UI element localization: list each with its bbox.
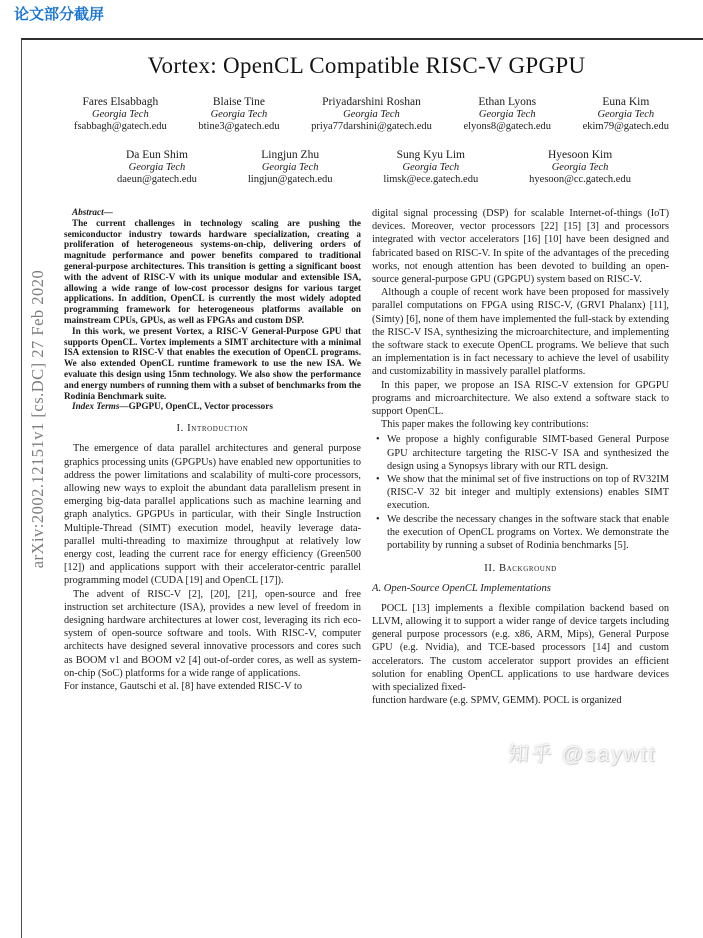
author-affiliation: Georgia Tech xyxy=(478,109,536,120)
author-affiliation: Georgia Tech xyxy=(551,162,609,173)
body-paragraph: This paper makes the following key contributions: xyxy=(381,419,589,431)
author-name: Fares Elsabbagh xyxy=(82,96,159,108)
abstract-section xyxy=(64,207,361,401)
author-block xyxy=(117,149,197,185)
authors-row-2 xyxy=(22,149,703,185)
arxiv-sidebar-stamp: arXiv:2002.12151v1 [cs.DC] 27 Feb 2020 xyxy=(28,269,47,569)
section-heading-background: II. Background xyxy=(484,563,557,575)
author-affiliation: Georgia Tech xyxy=(343,109,400,120)
intro-paragraph-cutoff-line: For instance, Gautschi et al. [8] have extended RISC-V to xyxy=(64,681,303,692)
body-paragraph: Although a couple of recent work have been proposed for massively parallel computations on FPGA using RISC-V, (GRVI Phalanx) [11], (Simty) [6], none of them have implemented the full-stack by extending the RISC-V ISA, synthesizing the microarchitecture, and implementing the software stack to execute OpenCL programs. We believe that such an implementation is in fact necessary to achieve the level of usability and customizability in massively parallel platforms. xyxy=(372,287,669,378)
author-email: daeun@gatech.edu xyxy=(117,174,197,185)
contribution-item: • We show that the minimal set of five instructions on top of RV32IM (RISC-V 32 bit integer and multiply extensions) enables SIMT execution. xyxy=(376,473,669,513)
author-affiliation: Georgia Tech xyxy=(92,109,149,120)
author-affiliation: Georgia Tech xyxy=(597,109,655,120)
index-terms xyxy=(64,401,361,412)
paper-title: Vortex: OpenCL Compatible RISC-V GPGPU xyxy=(147,53,586,78)
author-affiliation: Georgia Tech xyxy=(402,162,460,173)
abstract-paragraph: The current challenges in technology scaling are pushing the semiconductor industry towards hardware specialization, creating a proliferation of heterogeneous systems-on-chip, delivering orders of magnitude performance and power benefits compared to traditional general-purpose architectures. This transition is getting a significant boost with the advent of RISC-V with its unique modular and extensible ISA, allowing a wide range of low-cost processor designs for various target applications. In addition, OpenCL is currently the most widely adopted programming framework for heterogeneous platforms available on mainstream CPUs, GPUs, as well as FPGAs and custom DSP. xyxy=(64,217,361,325)
author-name: Hyesoon Kim xyxy=(547,149,613,161)
author-name: Sung Kyu Lim xyxy=(396,149,466,161)
author-block xyxy=(463,96,551,132)
author-block xyxy=(529,149,631,185)
author-email: lingjun@gatech.edu xyxy=(247,174,333,185)
body-paragraph-continuation: digital signal processing (DSP) for scalable Internet-of-things (IoT) devices. Moreover, vector processors [22] [15] [3] and processors integrated with vector accelerators [16] [10] have been designed and fabricated based on RISC-V. In spite of the advantages of the preceding works, not enough attention has been devoted to building an open-source general-purpose GPU (GPGPU) system based on RISC-V. xyxy=(372,208,669,286)
index-terms-label: Index Terms xyxy=(72,401,120,412)
author-email: btine3@gatech.edu xyxy=(198,121,280,132)
author-block xyxy=(74,96,167,132)
subsection-heading: A. Open-Source OpenCL Implementations xyxy=(372,583,551,595)
right-column xyxy=(372,207,669,707)
contributions-list xyxy=(376,433,669,552)
introduction-section xyxy=(64,422,361,693)
author-name: Ethan Lyons xyxy=(478,96,537,108)
intro-paragraph: The emergence of data parallel architectures and general purpose graphics processing units (GPGPUs) have enabled new opportunities to address the power limitations and scalability of multi-core processors, allowing new ways to exploit the abundant data parallelism present in emerging big-data parallel applications such as machine learning and graph analytics. GPGPUs in particular, with their Single Instruction Multiple-Thread (SIMT) execution model, heavily leverage data-parallel multi-threading to maximize throughput at relatively low energy cost, leading the current race for energy efficiency (Green500 [12]) and applications support with their accelerator-centric parallel programming model (CUDA [19] and OpenCL [17]). xyxy=(64,443,361,587)
author-affiliation: Georgia Tech xyxy=(261,162,319,173)
paper-body-columns xyxy=(22,207,703,707)
body-paragraph: In this paper, we propose an ISA RISC-V extension for GPGPU programs and microarchitecture. We also extend a software stack to support OpenCL. xyxy=(372,379,669,418)
paper-page xyxy=(21,38,703,938)
authors-row-1 xyxy=(22,96,703,132)
author-block xyxy=(583,96,669,132)
page-title: 论文部分截屏 xyxy=(14,6,105,23)
intro-paragraph: The advent of RISC-V [2], [20], [21], open-source and free instruction set architecture (ISA), provides a new level of freedom in designing hardware architectures at lower cost, leveraging its rich eco-system of open-source software and tools. With RISC-V, computer architects have designed several innovative processors and cores such as BOOM v1 and BOOM v2 [4] out-of-order cores, as well as system-on-chip (SoC) platforms for a wide range of applications. xyxy=(64,588,361,679)
author-block xyxy=(311,96,432,132)
author-email: hyesoon@cc.gatech.edu xyxy=(529,174,631,185)
author-email: elyons8@gatech.edu xyxy=(463,121,551,132)
author-name: Priyadarshini Roshan xyxy=(322,96,421,108)
author-affiliation: Georgia Tech xyxy=(128,162,186,173)
body-paragraph: POCL [13] implements a flexible compilation backend based on LLVM, allowing it to support a wider range of device targets including general purpose processors (e.g. x86, ARM, Mips), General Purpose GPU (e.g. Nvidia), and TCE-based processors [14] and custom accelerators. The custom accelerator support provides an efficient solution for enabling OpenCL applications to use hardware devices with specialized fixed- xyxy=(372,602,669,693)
abstract-label: Abstract— xyxy=(72,207,113,217)
author-email: limsk@ece.gatech.edu xyxy=(383,174,479,185)
index-terms-text: —GPGPU, OpenCL, Vector processors xyxy=(119,401,273,412)
author-name: Da Eun Shim xyxy=(125,149,188,161)
contribution-item: • We describe the necessary changes in the software stack that enable the execution of OpenCL programs on Vortex. We demonstrate the portability by running a subset of Rodinia benchmarks [5]. xyxy=(376,513,669,553)
author-block xyxy=(383,149,478,185)
author-name: Blaise Tine xyxy=(212,96,265,108)
watermark: 知乎 @saywtt xyxy=(507,743,658,766)
left-column xyxy=(64,207,361,707)
author-email: priya77darshini@gatech.edu xyxy=(311,121,432,132)
section-heading-introduction: I. Introduction xyxy=(176,423,249,435)
contribution-item: • We propose a highly configurable SIMT-based General Purpose GPU architecture targeting the RISC-V ISA and synthesized the design using a Synopsys library with our RTL design. xyxy=(376,433,669,473)
author-affiliation: Georgia Tech xyxy=(210,109,268,120)
body-paragraph-cutoff-line: function hardware (e.g. SPMV, GEMM). POCL is organized xyxy=(372,695,622,707)
author-email: fsabbagh@gatech.edu xyxy=(74,121,167,132)
author-email: ekim79@gatech.edu xyxy=(582,121,669,132)
author-block xyxy=(198,96,279,132)
abstract-paragraph: In this work, we present Vortex, a RISC-V General-Purpose GPU that supports OpenCL. Vortex implements a SIMT architecture with a minimal ISA extension to RISC-V that enables the execution of OpenCL programs. We also extended OpenCL runtime framework to use the new ISA. We evaluate this design using 15nm technology. We also show the performance and energy numbers of running them with a subset of benchmarks from the Rodinia Benchmark suite. xyxy=(64,325,361,401)
author-name: Euna Kim xyxy=(602,96,650,108)
author-block xyxy=(248,149,333,185)
author-name: Lingjun Zhu xyxy=(261,149,320,161)
